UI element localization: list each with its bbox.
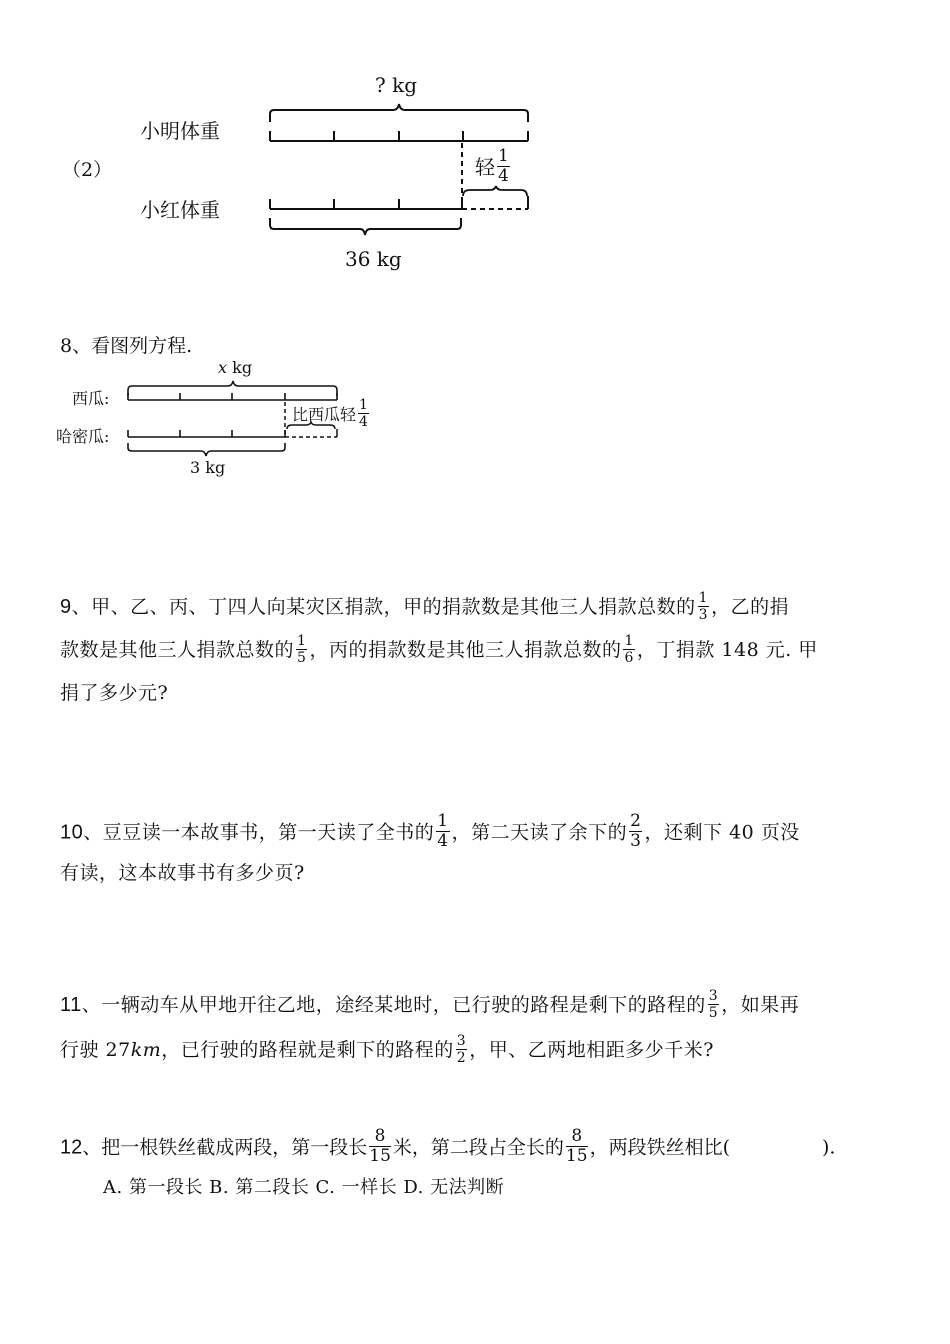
q8-diagram: [0, 360, 950, 480]
watermelon-label: 西瓜:: [72, 389, 110, 408]
xiaoming-label: 小明体重: [140, 119, 220, 143]
q9-line-3: 捐了多少元?: [60, 682, 169, 704]
sub-question-label: （2）: [62, 159, 113, 181]
q11-line-2: 行驶 27km，已行驶的路程就是剩下的路程的 $\frac{3}{2}$ ，甲、乙两地相距多少千米?: [60, 1032, 714, 1066]
bottom-total-label: 36 kg: [345, 247, 402, 271]
q9-line-2: 款数是其他三人捐款总数的 $\frac{1}{5}$ ，丙的捐款数是其他三人捐款总数的 $\frac{1}{6}$ ，丁捐款 148 元. 甲: [60, 632, 818, 666]
top-total-label: ? kg: [375, 73, 418, 97]
q9-line-1: 9、甲、乙、丙、丁四人向某灾区捐款，甲的捐款数是其他三人捐款总数的 $\frac{1}{3}$ ，乙的捐: [60, 589, 790, 623]
q8-bottom-brace: [128, 443, 285, 456]
q8-diagram-svg: [0, 360, 950, 480]
q8-top-total: x kg: [218, 358, 253, 377]
q12-line-1: 12、把一根铁丝截成两段，第一段长 $\frac{8}{15}$ 米，第二段占全长的 $\frac{8}{15}$ ，两段铁丝相比( ).: [60, 1126, 836, 1166]
xiaohong-label: 小红体重: [140, 198, 220, 222]
top-brace: [270, 104, 528, 122]
q8-compare-annotation: 比西瓜轻 $\frac{1}{4}$: [292, 397, 368, 430]
hami-melon-label: 哈密瓜:: [56, 427, 110, 446]
q8-title: 8、看图列方程.: [60, 335, 193, 357]
weight-diagram-svg: [0, 0, 950, 290]
weight-diagram-2: [0, 0, 950, 290]
q11-line-1: 11、一辆动车从甲地开往乙地，途经某地时，已行驶的路程是剩下的路程的 $\frac{3}{5}$ ，如果再: [60, 987, 800, 1021]
q10-line-1: 10、豆豆读一本故事书，第一天读了全书的 $\frac{1}{4}$ ，第二天读了余下的 $\frac{2}{3}$ ，还剩下 40 页没: [60, 811, 800, 851]
small-brace: [463, 186, 527, 196]
q10-line-2: 有读，这本故事书有多少页?: [60, 862, 305, 884]
lighter-annotation: 轻 $\frac{1}{4}$: [475, 146, 509, 186]
bottom-brace: [270, 218, 461, 235]
q8-bottom-total: 3 kg: [190, 458, 226, 477]
q12-options: A. 第一段长 B. 第二段长 C. 一样长 D. 无法判断: [103, 1177, 505, 1198]
